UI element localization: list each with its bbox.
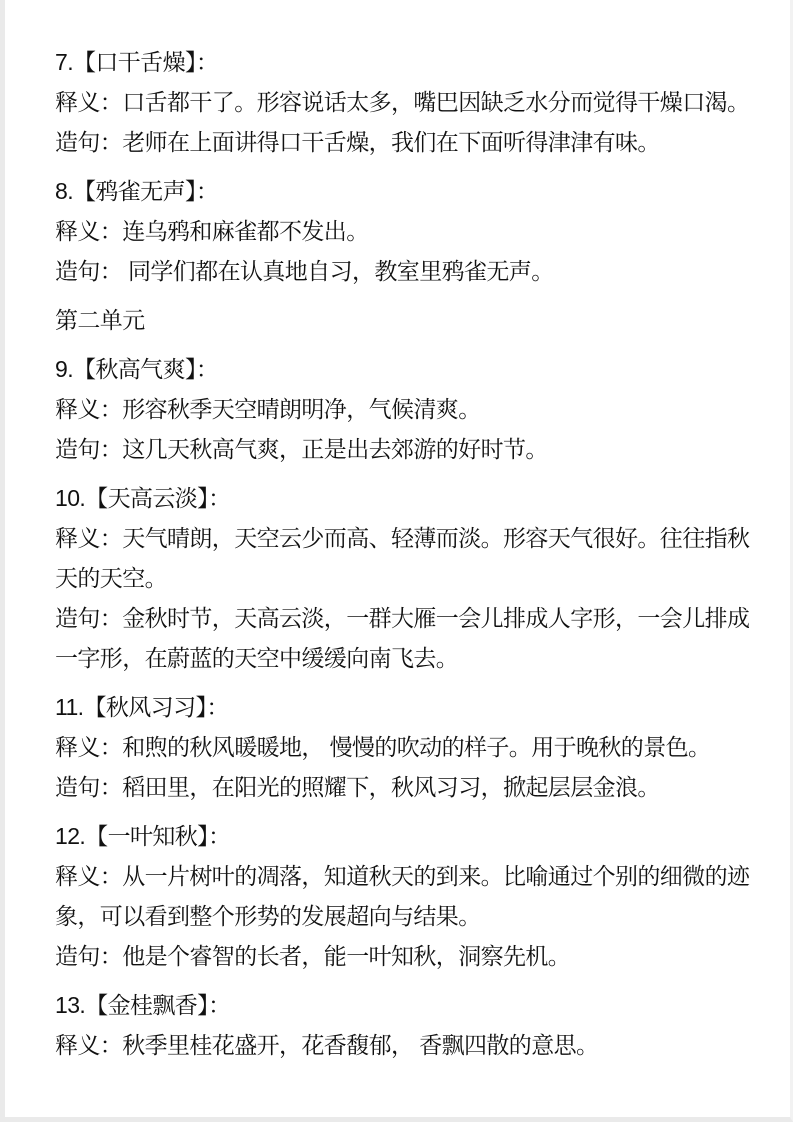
sentence-line: 造句： 同学们都在认真地自习，教室里鸦雀无声。 (55, 258, 554, 284)
definition-line: 释义：形容秋季天空晴朗明净，气候清爽。 (55, 396, 481, 422)
idiom-entry-10 (55, 478, 750, 678)
idiom-entry-11 (55, 687, 750, 807)
definition-line: 释义：连乌鸦和麻雀都不发出。 (55, 218, 369, 244)
sentence-line: 造句：他是个睿智的长者，能一叶知秋，洞察先机。 (55, 943, 571, 969)
idiom-heading: 11.【秋风习习】： (55, 694, 229, 720)
idiom-entry-9 (55, 349, 750, 469)
sentence-line: 造句：金秋时节，天高云淡，一群大雁一会儿排成人字形，一会儿排成一字形，在蔚蓝的天空中缓缓向南飞去。 (55, 605, 750, 671)
definition-line: 释义：天气晴朗，天空云少而高、轻薄而淡。形容天气很好。往往指秋天的天空。 (55, 525, 750, 591)
idiom-heading: 10.【天高云淡】： (55, 485, 231, 511)
definition-line: 释义：和煦的秋风暖暖地， 慢慢的吹动的样子。用于晚秋的景色。 (55, 734, 711, 760)
sentence-line: 造句：这几天秋高气爽，正是出去郊游的好时节。 (55, 436, 548, 462)
idiom-entry-8 (55, 171, 750, 291)
sentence-line: 造句：稻田里，在阳光的照耀下，秋风习习，掀起层层金浪。 (55, 774, 660, 800)
idiom-entry-7 (55, 42, 750, 162)
definition-line: 释义：从一片树叶的凋落，知道秋天的到来。比喻通过个别的细微的迹象，可以看到整个形势的发展超向与结果。 (55, 863, 750, 929)
idiom-heading: 7.【口干舌燥】： (55, 49, 219, 75)
idiom-heading: 12.【一叶知秋】： (55, 823, 231, 849)
idiom-entry-12 (55, 816, 750, 976)
definition-line: 释义：口舌都干了。形容说话太多，嘴巴因缺乏水分而觉得干燥口渴。 (55, 89, 750, 115)
sentence-line: 造句：老师在上面讲得口干舌燥，我们在下面听得津津有味。 (55, 129, 660, 155)
idiom-heading: 9.【秋高气爽】： (55, 356, 219, 382)
section-header: 第二单元 (55, 307, 145, 333)
definition-line: 释义：秋季里桂花盛开，花香馥郁， 香飘四散的意思。 (55, 1032, 599, 1058)
idiom-heading: 8.【鸦雀无声】： (55, 178, 219, 204)
idiom-entry-13 (55, 985, 750, 1065)
idiom-heading: 13.【金桂飘香】： (55, 992, 231, 1018)
